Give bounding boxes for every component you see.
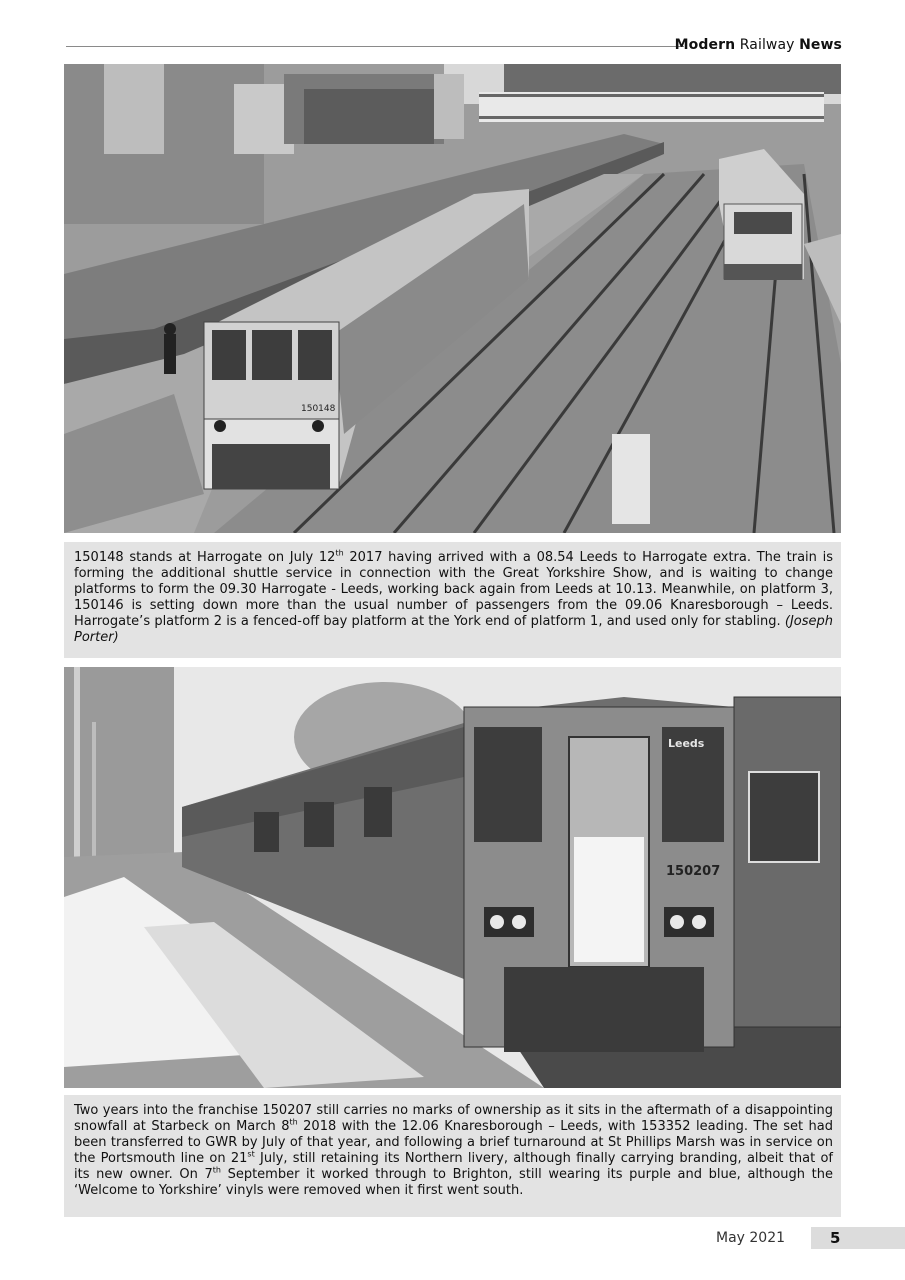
publication-header [675,37,842,53]
caption1-text-a: 150148 stands at Harrogate on July 12 [74,550,336,565]
header-word-railway: Railway [739,37,795,53]
photo-starbeck-150207 [64,667,841,1088]
header-rule [66,46,684,47]
caption2-text-a: Two years into the franchise 150207 still carries no marks of ownership as it sits in the aftermath of a disappointing snowfall at Starbeck on March 8 [74,1103,833,1134]
caption-photo1 [64,542,841,658]
caption-photo2 [64,1095,841,1217]
photo1-unit-number: 150148 [301,404,336,414]
page-number-box [811,1227,905,1249]
caption2-text-d: September it worked through to Brighton, still wearing its purple and blue, although the ‘Welcome to Yorkshire’ vinyls were removed when it first went south. [74,1167,833,1198]
photo-starbeck-illustration [64,667,841,1088]
caption2-text-b: 2018 with the 12.06 Knaresborough – Leeds, with 153352 leading. The set had been transferred to GWR by July of that year, and following a brief turnaround at St Phillips Marsh was in service on the Portsmouth line on 21 [74,1119,833,1166]
footer-date: May 2021 [716,1230,786,1246]
caption1-credit: (Joseph Porter) [74,614,833,645]
header-word-news: News [799,37,842,53]
caption1-sup: th [335,548,344,558]
caption2-text-c: July, still retaining its Northern livery, although finally carrying branding, albeit that of its new owner. On 7 [74,1151,833,1182]
photo2-unit-number: 150207 [666,864,721,879]
header-word-modern: Modern [674,37,736,53]
caption2-sup-2: st [247,1149,255,1159]
photo-harrogate-illustration [64,64,841,533]
caption1-text-b: 2017 having arrived with a 08.54 Leeds to Harrogate extra. The train is forming the additional shuttle service in connection with the Great Yorkshire Show, and is waiting to change platforms to form the 09.30 Harrogate - Leeds, working back again from Leeds at 10.13. Meanwhile, on platform 3, 150146 is setting down more than the usual number of passengers from the 09.06 Knaresborough – Leeds. Harrogate’s platform 2 is a fenced-off bay platform at the York end of platform 1, and used only for stabling. [74,550,833,629]
page-number: 5 [830,1229,841,1247]
photo-harrogate-150148 [64,64,841,533]
photo2-destination-blind: Leeds [668,737,705,750]
caption2-sup-1: th [289,1117,298,1127]
caption2-sup-3: th [212,1165,221,1175]
